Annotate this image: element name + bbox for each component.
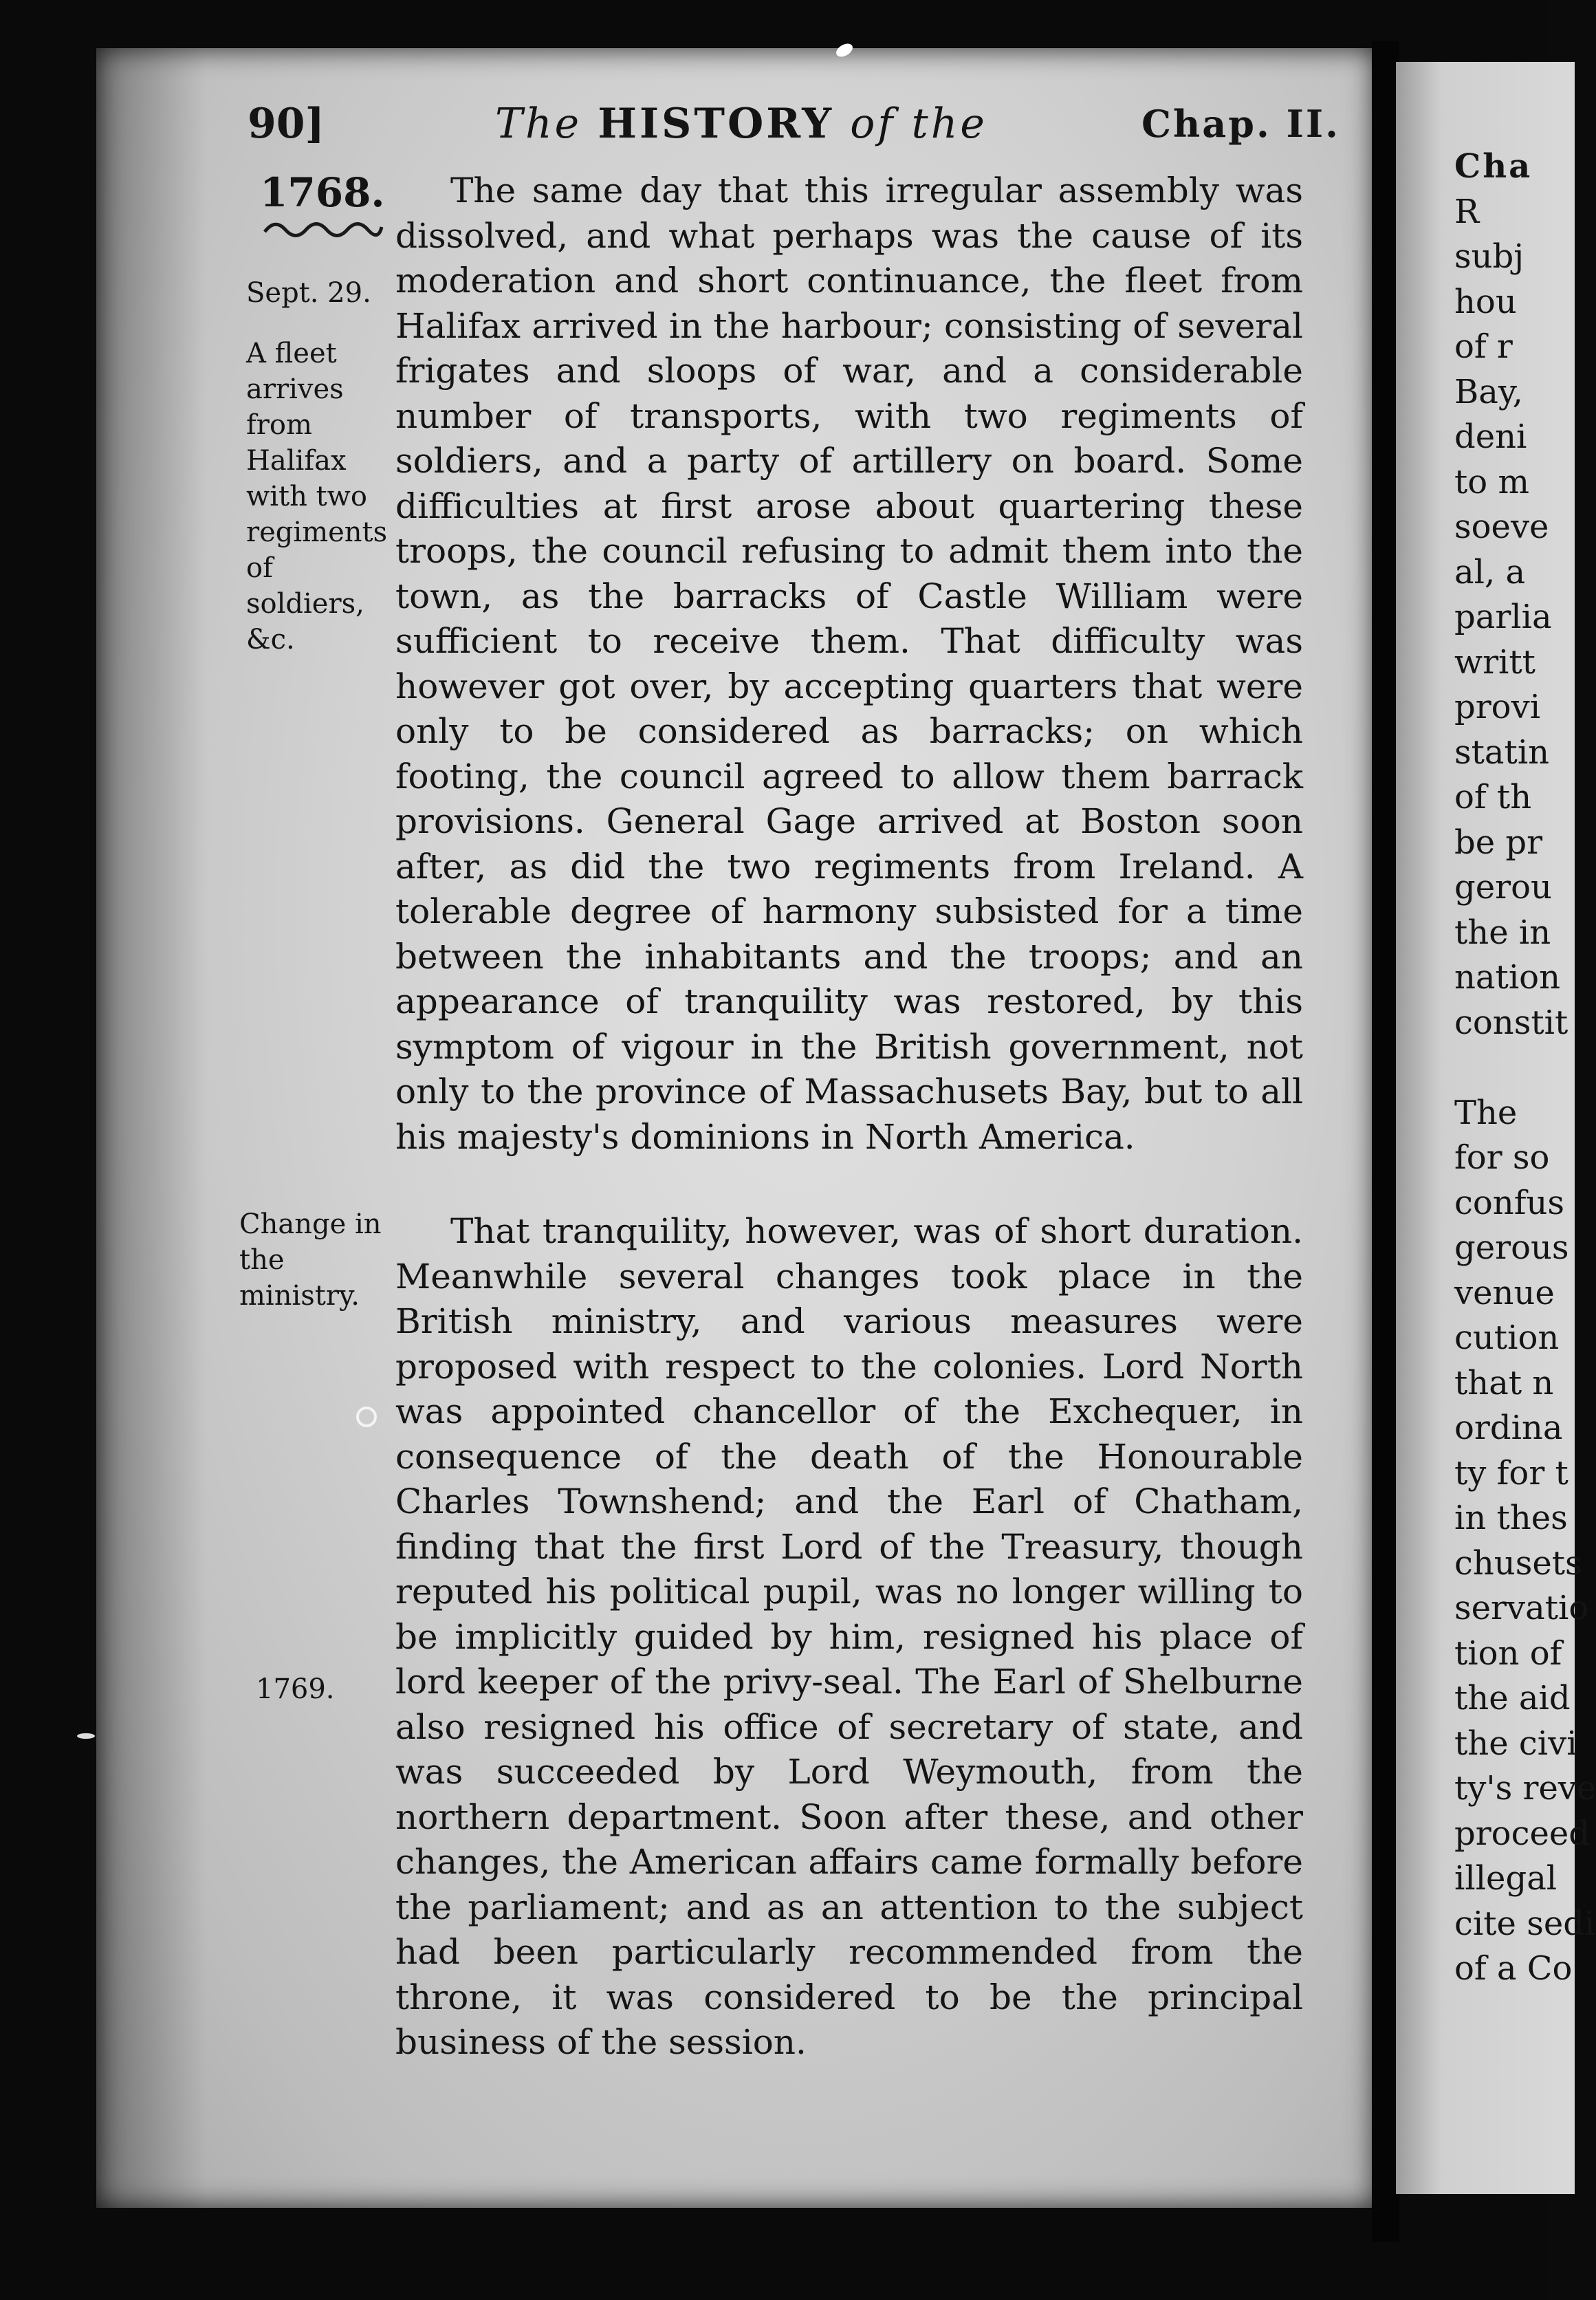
right-page-line: gerous — [1454, 1228, 1569, 1267]
margin-year-1769: 1769. — [256, 1673, 335, 1705]
right-page-line: ty for t — [1454, 1453, 1568, 1493]
chapter-label: Chap. II. — [1141, 102, 1340, 146]
right-page-line: cite sedi — [1454, 1904, 1595, 1943]
right-page-line: illegal — [1454, 1859, 1557, 1898]
right-page-line: Bay, — [1454, 372, 1523, 411]
ornamental-swash-icon — [261, 215, 385, 242]
right-page-line: R — [1454, 192, 1480, 231]
right-page-line: cution — [1454, 1319, 1560, 1357]
right-page-line: gerou — [1454, 868, 1552, 907]
title-prefix: The — [495, 100, 582, 148]
margin-date-sept: Sept. 29. — [246, 277, 371, 309]
right-page-line: soeve — [1454, 508, 1549, 546]
right-page-line: of r — [1454, 327, 1513, 366]
right-page-line: writt — [1454, 642, 1535, 682]
right-page-line: The — [1454, 1093, 1518, 1132]
right-page-line: chusets — [1454, 1543, 1582, 1583]
right-page-line: constit — [1454, 1003, 1568, 1042]
right-page-line: parlia — [1454, 598, 1552, 636]
right-page-line: ty's reve — [1454, 1769, 1596, 1808]
paragraph-fleet-arrival: The same day that this irregular assembly was dissolved, and what perhaps was the cause of its moderation and short continuance, the fleet from Halifax arrived in the harbour; consisting of several frigates and sloops of war, and a considerable number of transports, with two regiments of soldiers, and a party of artillery on board. Some difficulties at first arose about quartering these troops, the council refusing to admit them into the town, as the barracks of Castle William were sufficient to receive them. That difficulty was however got over, by accepting quarters that were only to be considered as barracks; on which footing, the council agreed to allow them barrack provisions. General Gage arrived at Boston soon after, as did the two regiments from Ireland. A tolerable degree of harmony subsisted for a time between the inhabitants and the troops; and an appearance of tranquility was restored, by this symptom of vigour in the British government, not only to the province of Massachusets Bay, but to all his majesty's dominions in North America. — [395, 171, 1303, 1157]
page-number: 90] — [248, 100, 325, 148]
right-page-line: venue — [1454, 1273, 1555, 1312]
right-page-line: ordina — [1454, 1409, 1563, 1447]
right-page-line: be pr — [1454, 823, 1543, 862]
right-page-line: proceed — [1454, 1814, 1590, 1853]
right-page-line: servatio — [1454, 1589, 1589, 1627]
right-page-line: confus — [1454, 1183, 1565, 1222]
right-page-line: the in — [1454, 913, 1551, 952]
right-page-line: of th — [1454, 778, 1532, 816]
right-page-line: that n — [1454, 1363, 1554, 1402]
right-page-line: the aid — [1454, 1679, 1571, 1717]
margin-fleet-note: A fleet arrives from Halifax with two regiments of soldiers, &c. — [246, 338, 388, 655]
right-page-line: subj — [1454, 237, 1524, 276]
book-gutter — [1372, 41, 1399, 2242]
right-page-line: provi — [1454, 688, 1541, 726]
margin-ministry-note: Change in the ministry. — [239, 1208, 382, 1312]
paragraph-ministry-change: That tranquility, however, was of short duration. Meanwhile several changes took place in the British ministry, and various measures were proposed with respect to the colonies. Lord North was appointed chancellor of the Exchequer, in consequence of the death of the Honourable Charles Townshend; and the Earl of Chatham, finding that the first Lord of the Treasury, though reputed his political pupil, was no longer willing to be implicitly guided by him, resigned his place of lord keeper of the privy-seal. The Earl of Shelburne also resigned his office of secretary of state, and was succeeded by Lord Weymouth, from the northern department. Soon after these, and other changes, the American affairs came formally before the parliament; and as an attention to the subject had been particularly recommended from the throne, it was considered to be the principal business of the session. — [395, 1211, 1303, 2062]
right-page-line: for so — [1454, 1138, 1550, 1177]
right-page-line: the civi — [1454, 1724, 1577, 1763]
right-page-line: to m — [1454, 462, 1529, 501]
right-page-line: deni — [1454, 417, 1527, 456]
right-page-line: in thes — [1454, 1499, 1568, 1537]
right-page-line: statin — [1454, 733, 1550, 772]
right-page-line: hou — [1454, 282, 1517, 321]
title-suffix: of the — [850, 100, 987, 148]
running-title — [495, 96, 987, 151]
scan-speck — [356, 1407, 377, 1427]
right-page-line: of a Co — [1454, 1949, 1573, 1988]
title-main: HISTORY — [598, 100, 835, 148]
right-page-line: nation — [1454, 958, 1560, 997]
right-page-line: Cha — [1454, 147, 1533, 186]
right-page-line: tion of — [1454, 1634, 1562, 1673]
scan-speck — [77, 1733, 95, 1739]
right-page-line: al, a — [1454, 552, 1526, 592]
margin-year-1768: 1768. — [260, 169, 385, 216]
